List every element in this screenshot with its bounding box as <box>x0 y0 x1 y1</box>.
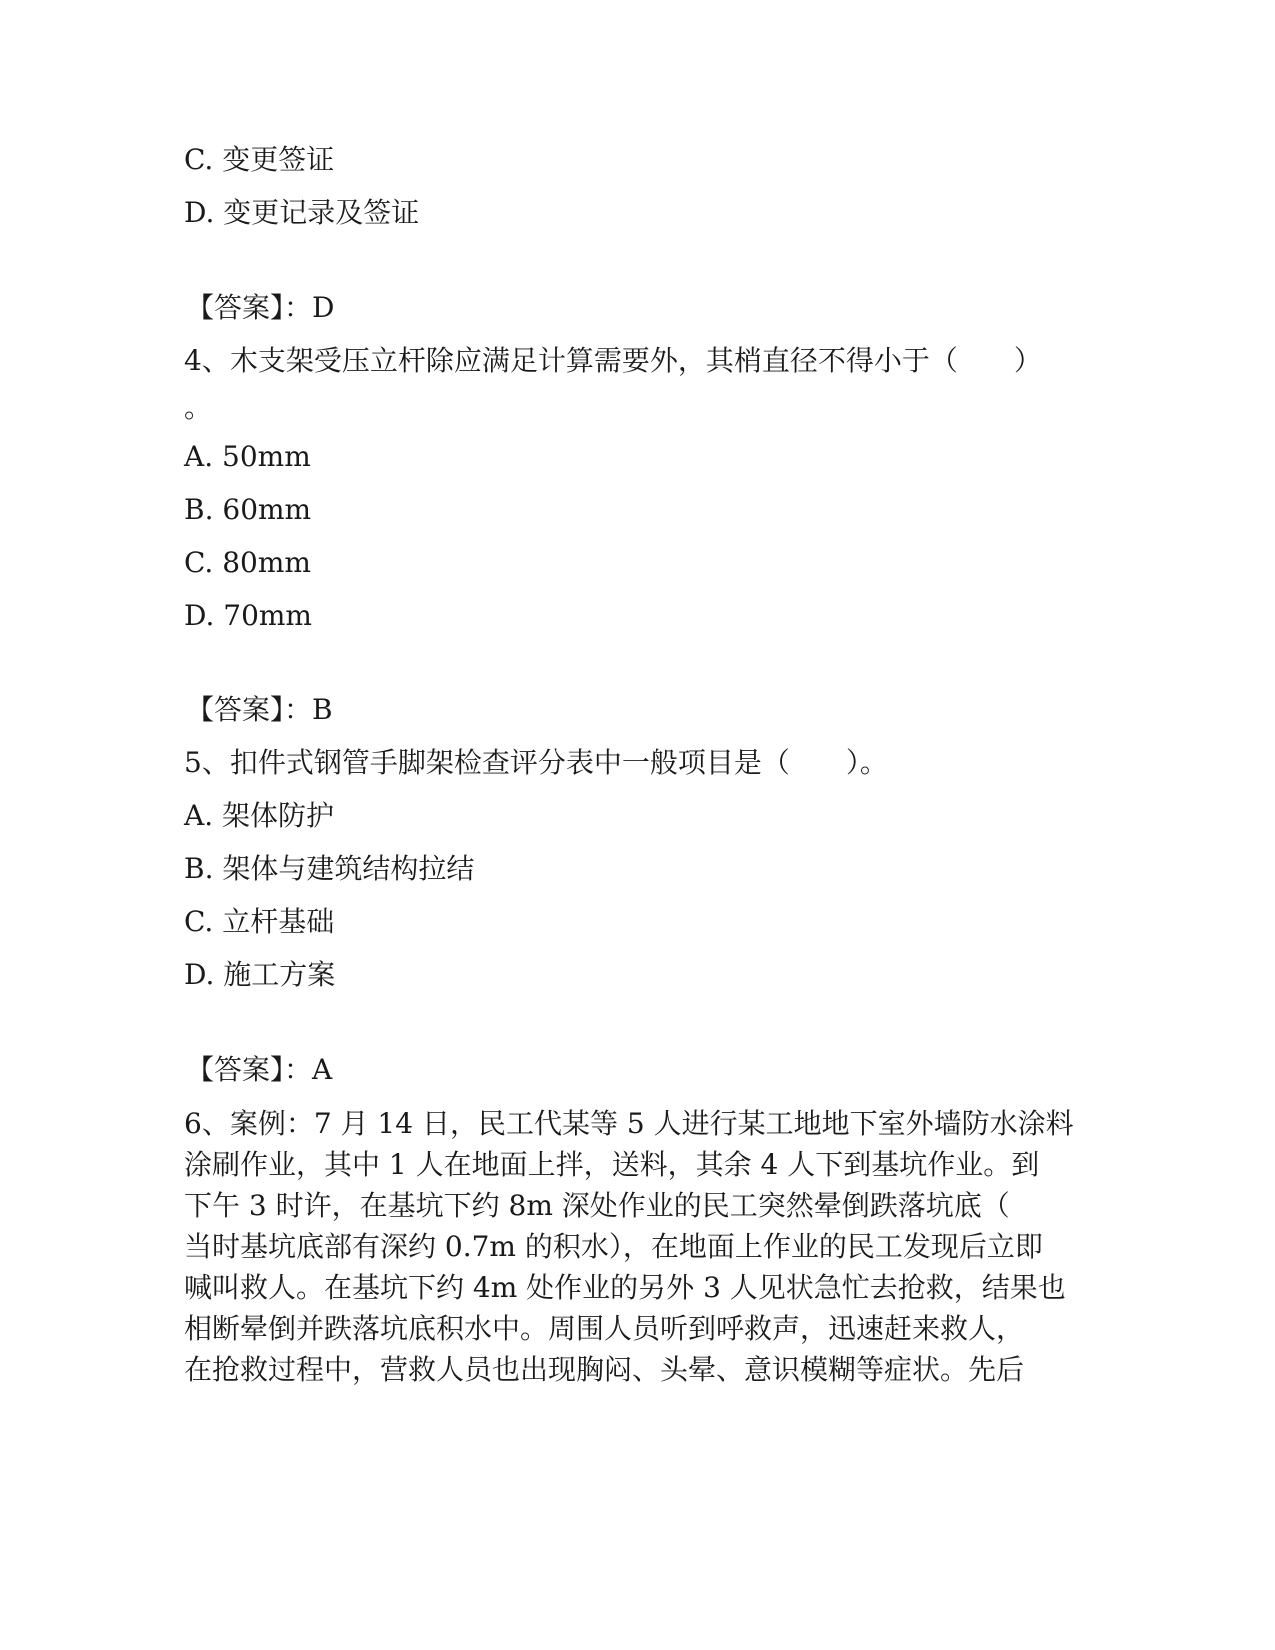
q5-option-c: C. 立杆基础 <box>184 905 335 938</box>
q3-option-c: C. 变更签证 <box>184 143 335 176</box>
q6-line: 当时基坑底部有深约 0.7m 的积水），在地面上作业的民工发现后立即 <box>184 1230 1043 1263</box>
q4-stem-line1: 4、木支架受压立杆除应满足计算需要外，其梢直径不得小于（ ） <box>184 344 1042 377</box>
q3-answer: 【答案】：D <box>186 291 335 324</box>
q6-line: 6、案例：7 月 14 日，民工代某等 5 人进行某工地地下室外墙防水涂料 <box>184 1107 1074 1140</box>
q5-option-d: D. 施工方案 <box>184 958 336 991</box>
q6-line: 涂刷作业，其中 1 人在地面上拌，送料，其余 4 人下到基坑作业。到 <box>184 1148 1040 1181</box>
q6-line: 喊叫救人。在基坑下约 4m 处作业的另外 3 人见状急忙去抢救，结果也 <box>184 1271 1066 1304</box>
q4-option-c: C. 80mm <box>184 546 311 579</box>
q4-option-a: A. 50mm <box>184 440 311 473</box>
q5-option-a: A. 架体防护 <box>184 799 335 832</box>
q4-option-b: B. 60mm <box>184 493 312 526</box>
q4-option-d: D. 70mm <box>184 599 312 632</box>
q5-option-b: B. 架体与建筑结构拉结 <box>184 852 475 885</box>
q5-answer: 【答案】：A <box>186 1053 333 1086</box>
q6-line: 在抢救过程中，营救人员也出现胸闷、头晕、意识模糊等症状。先后 <box>184 1353 1025 1386</box>
q3-option-d: D. 变更记录及签证 <box>184 196 420 229</box>
q4-answer: 【答案】：B <box>186 693 333 726</box>
q6-line: 下午 3 时许，在基坑下约 8m 深处作业的民工突然晕倒跌落坑底（ <box>184 1189 1010 1222</box>
q4-stem-line2: 。 <box>184 391 213 424</box>
q5-stem: 5、扣件式钢管手脚架检查评分表中一般项目是（ ）。 <box>184 746 888 779</box>
q6-line: 相断晕倒并跌落坑底积水中。周围人员听到呼救声，迅速赶来救人， <box>184 1312 1025 1345</box>
